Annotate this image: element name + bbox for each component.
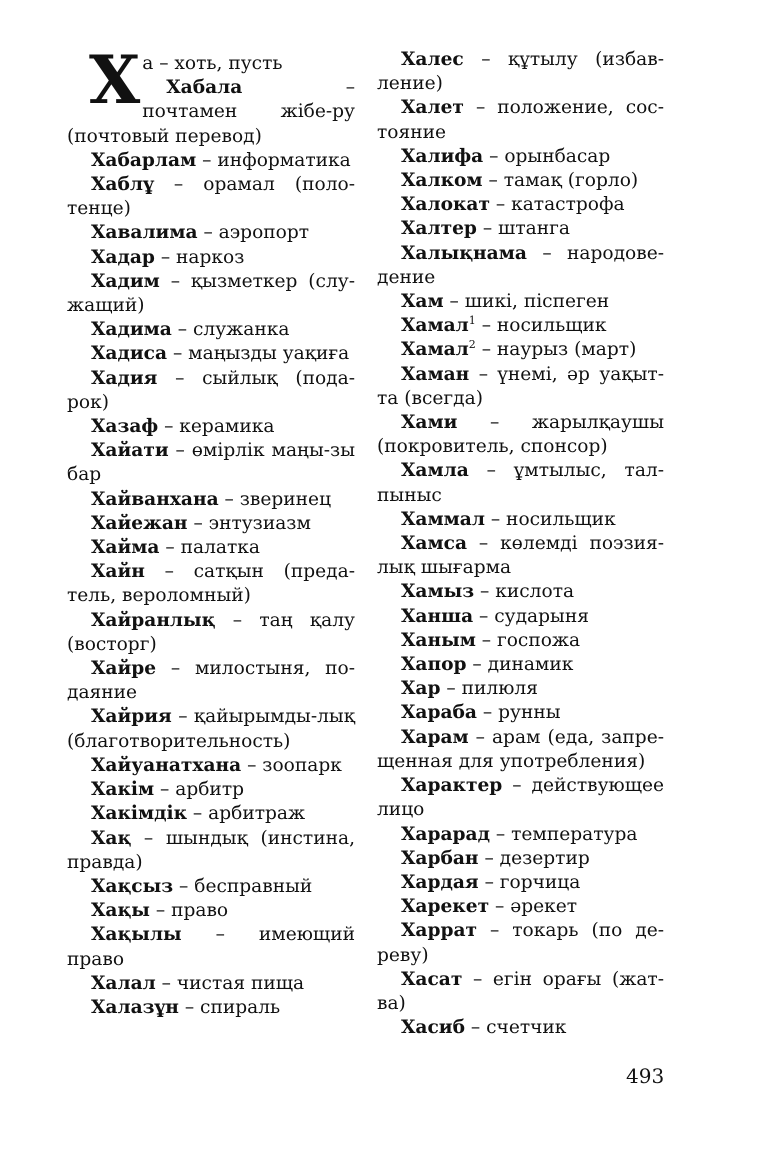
entry-definition: – дезертир [478,847,590,869]
dictionary-entry [67,923,355,971]
entry-definition: – шындық (инстина, правда) [67,827,355,873]
dictionary-entry [377,145,664,169]
entry-headword: Халал [91,972,156,994]
entry-definition: – көлемді поэзия-лық шығарма [377,533,664,579]
dictionary-entry [67,221,355,245]
entry-headword: Хар [401,678,441,700]
entry-definition: – шикі, піспеген [443,291,610,313]
entry-definition: – арбитраж [187,803,306,825]
dictionary-entry [377,338,664,362]
entry-headword: Харам [401,726,469,748]
dictionary-entry [377,605,664,629]
entry-definition: – энтузиазм [187,512,311,534]
entry-headword: Хасат [401,968,463,990]
entry-headword: Ханша [401,605,474,627]
dictionary-entry [67,778,355,802]
entry-headword: Халазұн [91,996,179,1018]
entry-definition: – спираль [178,996,281,1018]
entry-definition: – горчица [478,871,581,893]
entry-definition: – қайырымды-лық (благотворительность) [67,706,355,752]
entry-headword: Халком [401,170,483,192]
entry-definition: – орамал (поло-тенце) [67,174,355,220]
entry-headword: Хараба [401,702,477,724]
homonym-index: 1 [468,314,476,328]
dictionary-entry [377,919,664,967]
entry-headword: Хайн [91,561,145,583]
entry-headword: Хайре [91,658,157,680]
entry-headword: Харекет [401,896,490,918]
entry-headword: Хамал [401,315,469,337]
entry-headword: Харарад [401,823,490,845]
entry-headword: Хайванхана [91,488,219,510]
dictionary-entry [377,726,664,774]
dictionary-entry [377,895,664,919]
entry-definition: – право [149,900,229,922]
dictionary-entry [377,217,664,241]
entry-headword: Хамал [401,339,469,361]
homonym-index: 2 [468,338,476,352]
entry-headword: Халтер [401,218,477,240]
entry-headword: Халықнама [401,242,527,264]
entry-headword: Хардая [401,871,479,893]
entry-headword: Хадия [91,367,158,389]
entry-definition: – сыйлық (пода-рок) [67,367,355,413]
entry-headword: Хайуанатхана [91,754,242,776]
dictionary-entry [67,875,355,899]
entry-headword: Хайма [91,537,160,559]
entry-definition: – әрекет [489,896,578,918]
dictionary-entry [67,996,355,1020]
page-number: 493 [626,1064,665,1088]
entry-headword: Хадар [91,246,155,268]
entry-headword: Хаблұ [91,174,154,196]
entry-definition: – зверинец [218,488,332,510]
entry-headword: Хамыз [401,581,475,603]
entry-definition: – народове-дение [377,242,664,288]
entry-headword: Хабарлам [91,149,197,171]
entry-headword: Хаммал [401,508,485,530]
dictionary-entry [67,609,355,657]
entry-definition: – арам (еда, запре-щенная для употребления) [377,726,664,772]
entry-definition: – палатка [159,537,260,559]
dictionary-entry [67,173,355,221]
entry-definition: – рунны [476,702,561,724]
entry-definition: – таң қалу (восторг) [67,609,355,655]
dictionary-entry [377,363,664,411]
entry-headword: Хам [401,291,444,313]
first-entry-text: а – хоть, пусть [142,53,283,74]
entry-headword: Хақсыз [91,875,174,897]
dictionary-entry [67,657,355,705]
dictionary-entry [377,629,664,653]
entry-definition: – егін орағы (жат-ва) [377,968,664,1014]
entry-definition: – керамика [158,416,275,438]
entry-headword: Хақ [91,827,132,849]
entry-definition: – пилюля [440,678,538,700]
entry-definition: – счетчик [465,1017,567,1039]
dictionary-entry [67,415,355,439]
dictionary-entry [67,802,355,826]
entry-definition: – милостыня, по-даяние [67,658,355,704]
entry-headword: Хапор [401,654,467,676]
entry-headword: Хайати [91,440,169,462]
entry-definition: – действующее лицо [377,775,664,821]
dictionary-entry [377,459,664,507]
entry-definition: – носильщик [484,508,616,530]
entry-definition: – температура [489,823,638,845]
entry-definition: – штанга [476,218,570,240]
entry-headword: Хакімдік [91,803,188,825]
entry-headword: Хақы [91,900,150,922]
entry-definition: – орынбасар [483,145,611,167]
entry-definition: – положение, сос-тояние [377,97,664,143]
entry-definition: – үнемі, әр уақыт-та (всегда) [377,363,664,409]
entry-headword: Хайежан [91,512,188,534]
entry-definition: – маңызды уақиға [167,343,350,365]
entry-definition: – өмірлік маңы-зы бар [67,440,355,486]
entry-definition: – сударыня [473,605,589,627]
dictionary-entry [67,536,355,560]
dictionary-entry [377,508,664,532]
dictionary-entry [377,193,664,217]
entry-definition: – қызметкер (слу-жащий) [67,270,355,317]
entry-headword: Хақылы [91,924,182,946]
entry-headword: Хавалима [91,222,198,244]
entry-headword: Халокат [401,194,490,216]
entry-headword: Хадим [91,270,160,292]
entry-definition: – катастрофа [489,194,625,216]
dictionary-entry [67,246,355,270]
entry-headword: Хабала [166,77,243,99]
entry-definition: – зоопарк [241,754,342,776]
dictionary-entry [377,847,664,871]
dictionary-entry [377,1016,664,1040]
right-entries-list [377,48,664,1040]
entry-headword: Хамла [401,460,469,482]
dictionary-entry [67,318,355,342]
entry-definition: – арбитр [154,779,245,801]
dictionary-entry [377,701,664,725]
entry-headword: Хами [401,412,458,434]
drop-cap-letter: Х [89,41,141,119]
entry-headword: Хасиб [401,1017,465,1039]
entry-headword: Халет [401,97,464,119]
dictionary-entry [67,342,355,366]
entry-headword: Харбан [401,847,479,869]
dictionary-entry [67,488,355,512]
dictionary-entry [377,411,664,459]
entry-definition: – наркоз [154,246,245,268]
entry-headword: Хадима [91,319,172,341]
dictionary-entry [67,560,355,608]
dictionary-entry [377,314,664,338]
dictionary-entry [67,972,355,996]
dictionary-entry [377,653,664,677]
entry-definition: – бесправный [173,875,313,897]
entry-headword: Хаман [401,363,470,385]
dictionary-entry [67,439,355,487]
entry-headword: Хакім [91,779,155,801]
entry-definition: – госпожа [475,629,581,651]
entry-definition: – почтамен жібе-ру (почтовый перевод) [67,77,355,147]
entry-headword: Ханым [401,629,476,651]
entry-definition: – чистая пища [155,972,305,994]
dictionary-entry [377,96,664,144]
entry-definition: – кислота [474,581,575,603]
right-column [377,48,664,1040]
entry-definition: – служанка [171,319,290,341]
entry-definition: – динамик [466,654,574,676]
dictionary-entry [67,367,355,415]
dictionary-entry [377,532,664,580]
dictionary-entry [377,823,664,847]
entry-definition: – носильщик [475,315,607,337]
dictionary-entry [67,827,355,875]
dictionary-entry [377,48,664,96]
entry-headword: Характер [401,775,503,797]
entry-headword: Хайранлық [91,609,216,631]
entry-headword: Харрат [401,920,478,942]
entry-headword: Халифа [401,145,484,167]
entry-headword: Хайрия [91,706,172,728]
left-column [67,41,355,1020]
entry-definition: – информатика [196,149,351,171]
entry-headword: Халес [401,49,464,70]
dictionary-entry [377,968,664,1016]
dictionary-entry [377,774,664,822]
dictionary-entry [377,580,664,604]
dictionary-entry [377,677,664,701]
dictionary-entry [67,149,355,173]
entry-headword: Хазаф [91,416,159,438]
entry-definition: – жарылқаушы (покровитель, спонсор) [377,412,664,458]
dictionary-entry [67,270,355,318]
dictionary-entry [377,871,664,895]
dictionary-entry [67,899,355,923]
dictionary-entry [377,242,664,290]
dictionary-entry [67,754,355,778]
dictionary-entry [377,169,664,193]
entry-definition: – тамақ (горло) [482,170,639,192]
entry-headword: Хамса [401,533,467,555]
entry-definition: – құтылу (избав-ление) [377,49,664,95]
entry-definition: – аэропорт [197,222,310,244]
dictionary-entry [377,290,664,314]
dictionary-entry [67,512,355,536]
entry-definition: – сатқын (преда-тель, вероломный) [67,561,355,607]
dictionary-entry [67,705,355,753]
entry-definition: – наурыз (март) [475,339,637,361]
entry-headword: Хадиса [91,343,168,365]
entry-definition: – ұмтылыс, тал-пыныс [377,460,664,506]
left-entries-list [67,76,355,1020]
entry-definition: – имеющий право [67,924,355,970]
entry-definition: – токарь (по де-реву) [377,920,664,966]
